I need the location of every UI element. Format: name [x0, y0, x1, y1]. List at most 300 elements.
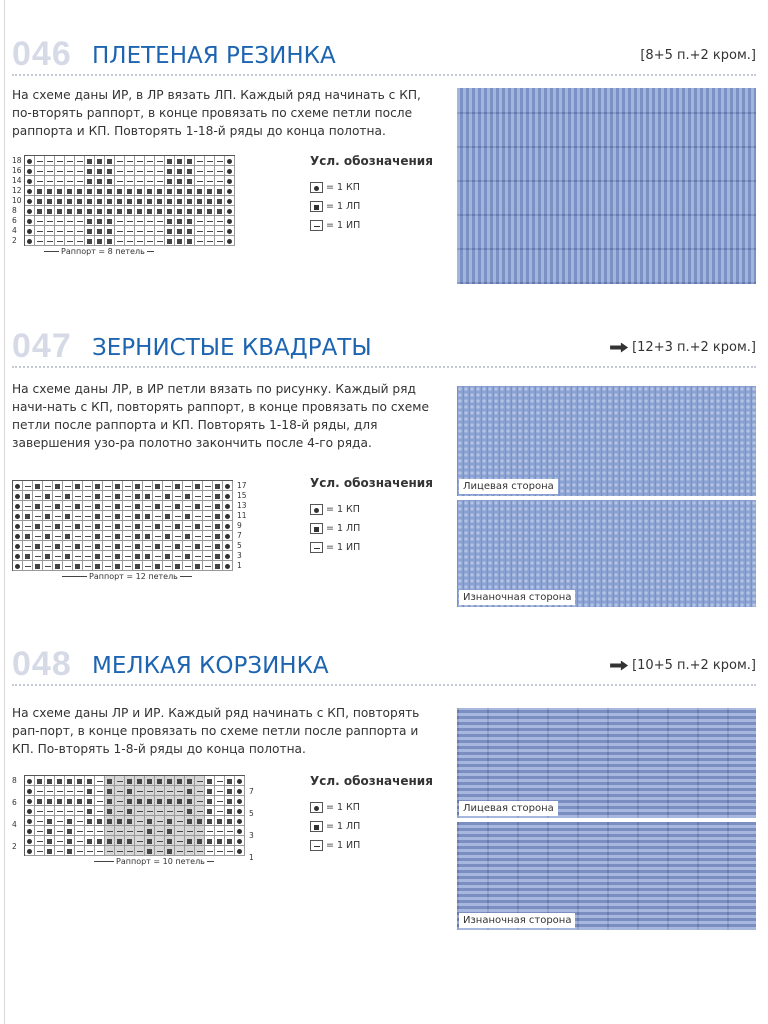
- chart-cell: [145, 836, 155, 846]
- chart-cell: [125, 206, 135, 216]
- chart-cell: [23, 551, 33, 561]
- chart-cell: [13, 551, 23, 561]
- chart-cell: [13, 521, 23, 531]
- chart-cell: [105, 806, 115, 816]
- chart-cell: [145, 786, 155, 796]
- chart-cell: [213, 491, 223, 501]
- chart-cell: [23, 511, 33, 521]
- chart-cell: [35, 816, 45, 826]
- chart-cell: [175, 216, 185, 226]
- chart-cell: [225, 806, 235, 816]
- chart-cell: [155, 216, 165, 226]
- chart-cell: [25, 236, 35, 246]
- chart-cell: [63, 501, 73, 511]
- chart-cell: [95, 806, 105, 816]
- chart-cell: [53, 561, 63, 571]
- pattern-description: На схеме даны ЛР, в ИР петли вязать по рисунку. Каждый ряд начи-нать с КП, повторять раппорт, в конце провязать по схеме петли после раппорта и КП. Повторять 1-18-й ряды, для завершения узо-ра полотно закончить после 4-го ряда.: [12, 382, 429, 450]
- chart-cell: [23, 491, 33, 501]
- chart-cell: [225, 176, 235, 186]
- chart-cell: [25, 176, 35, 186]
- chart-cell: [143, 561, 153, 571]
- chart-cell: [45, 216, 55, 226]
- chart-cell: [145, 176, 155, 186]
- chart-cell: [93, 561, 103, 571]
- chart-cell: [175, 846, 185, 856]
- chart-cell: [113, 481, 123, 491]
- chart-cell: [43, 511, 53, 521]
- chart-cell: [93, 501, 103, 511]
- chart-cell: [195, 836, 205, 846]
- chart-cell: [135, 236, 145, 246]
- chart-cell: [125, 236, 135, 246]
- chart-cell: [45, 796, 55, 806]
- chart-cell: [205, 786, 215, 796]
- chart-cell: [125, 166, 135, 176]
- chart-cell: [95, 196, 105, 206]
- chart-cell: [185, 826, 195, 836]
- chart-cell: [33, 541, 43, 551]
- chart-cell: [115, 226, 125, 236]
- chart-cell: [125, 846, 135, 856]
- chart-cell: [235, 836, 245, 846]
- chart-cell: [125, 806, 135, 816]
- chart-cell: [145, 236, 155, 246]
- chart-cell: [205, 836, 215, 846]
- repeat-formula: [10+5 п.+2 кром.]: [604, 658, 756, 673]
- chart-cell: [205, 776, 215, 786]
- legend-title: Усл. обозначения: [310, 476, 433, 490]
- chart-cell: [175, 796, 185, 806]
- chart-cell: [203, 521, 213, 531]
- legend-item-lp: = 1 ЛП: [310, 817, 440, 836]
- chart-cell: [143, 501, 153, 511]
- chart-cell: [55, 156, 65, 166]
- chart-cell: [35, 236, 45, 246]
- legend-item-kp: = 1 КП: [310, 178, 440, 197]
- chart-cell: [135, 846, 145, 856]
- chart-cell: [205, 176, 215, 186]
- dotted-divider: [12, 366, 756, 368]
- chart-cell: [75, 196, 85, 206]
- chart-cell: [105, 816, 115, 826]
- chart-cell: [123, 561, 133, 571]
- chart-cell: [25, 156, 35, 166]
- chart-cell: [225, 786, 235, 796]
- chart-cell: [103, 491, 113, 501]
- chart-cell: [105, 786, 115, 796]
- chart-cell: [145, 196, 155, 206]
- chart-cell: [193, 541, 203, 551]
- chart-cell: [133, 561, 143, 571]
- photo-label: Изнаночная сторона: [459, 590, 575, 605]
- chart-cell: [135, 156, 145, 166]
- chart-cell: [163, 551, 173, 561]
- chart-cell: [155, 186, 165, 196]
- arrow-right-icon: [610, 661, 628, 671]
- chart-cell: [45, 806, 55, 816]
- chart-cell: [65, 226, 75, 236]
- chart-cell: [185, 186, 195, 196]
- chart-cell: [225, 816, 235, 826]
- chart-cell: [185, 836, 195, 846]
- chart-cell: [43, 551, 53, 561]
- arrow-right-icon: [610, 343, 628, 353]
- chart-cell: [155, 796, 165, 806]
- chart-cell: [13, 501, 23, 511]
- chart-cell: [53, 521, 63, 531]
- chart-cell: [73, 481, 83, 491]
- chart-cell: [163, 481, 173, 491]
- chart-cell: [43, 521, 53, 531]
- pattern-number: 048: [12, 645, 72, 683]
- chart-cell: [225, 186, 235, 196]
- chart-cell: [165, 236, 175, 246]
- chart-cell: [103, 541, 113, 551]
- chart-cell: [93, 551, 103, 561]
- chart-cell: [95, 836, 105, 846]
- chart-cell: [103, 511, 113, 521]
- chart-cell: [185, 786, 195, 796]
- chart-cell: [45, 206, 55, 216]
- pattern-photo-back: [457, 500, 756, 607]
- chart-cell: [143, 551, 153, 561]
- chart-cell: [215, 176, 225, 186]
- lp-symbol-icon: [310, 523, 323, 534]
- chart-cell: [23, 541, 33, 551]
- chart-cell: [115, 846, 125, 856]
- chart-cell: [193, 491, 203, 501]
- chart-cell: [83, 561, 93, 571]
- chart-cell: [65, 796, 75, 806]
- chart-cell: [183, 511, 193, 521]
- chart-cell: [185, 206, 195, 216]
- chart-cell: [115, 806, 125, 816]
- chart-cell: [113, 501, 123, 511]
- chart-cell: [153, 561, 163, 571]
- chart-cell: [93, 491, 103, 501]
- chart-cell: [123, 511, 133, 521]
- row-number: 8: [12, 206, 17, 215]
- chart-cell: [85, 156, 95, 166]
- chart-cell: [55, 826, 65, 836]
- chart-cell: [75, 846, 85, 856]
- chart-cell: [115, 176, 125, 186]
- chart-cell: [185, 776, 195, 786]
- chart-cell: [65, 196, 75, 206]
- chart-cell: [223, 561, 233, 571]
- chart-cell: [23, 561, 33, 571]
- chart-cell: [153, 501, 163, 511]
- chart-cell: [75, 186, 85, 196]
- chart-cell: [95, 846, 105, 856]
- chart-cell: [215, 786, 225, 796]
- pattern-title: МЕЛКАЯ КОРЗИНКА: [92, 653, 329, 679]
- chart-cell: [133, 511, 143, 521]
- chart-cell: [53, 531, 63, 541]
- chart-cell: [203, 541, 213, 551]
- chart-cell: [73, 511, 83, 521]
- chart-cell: [203, 491, 213, 501]
- chart-cell: [183, 521, 193, 531]
- chart-cell: [83, 531, 93, 541]
- chart-cell: [205, 156, 215, 166]
- chart-cell: [235, 806, 245, 816]
- chart-cell: [55, 776, 65, 786]
- legend-item-lp: = 1 ЛП: [310, 519, 440, 538]
- chart-cell: [165, 196, 175, 206]
- chart-cell: [215, 196, 225, 206]
- chart-cell: [105, 186, 115, 196]
- chart-cell: [23, 521, 33, 531]
- chart-cell: [173, 541, 183, 551]
- chart-cell: [155, 206, 165, 216]
- chart-cell: [25, 186, 35, 196]
- chart-cell: [105, 166, 115, 176]
- row-number: 17: [237, 481, 247, 490]
- chart-cell: [35, 156, 45, 166]
- chart-cell: [225, 796, 235, 806]
- chart-cell: [125, 176, 135, 186]
- chart-cell: [125, 826, 135, 836]
- chart-cell: [25, 846, 35, 856]
- chart-cell: [85, 206, 95, 216]
- chart-cell: [163, 511, 173, 521]
- chart-cell: [215, 156, 225, 166]
- chart-cell: [183, 541, 193, 551]
- chart-cell: [55, 226, 65, 236]
- chart-cell: [65, 186, 75, 196]
- chart-cell: [125, 196, 135, 206]
- chart-cell: [225, 226, 235, 236]
- row-number: 1: [249, 853, 254, 862]
- chart-cell: [95, 226, 105, 236]
- chart-cell: [25, 796, 35, 806]
- chart-cell: [43, 501, 53, 511]
- chart-cell: [163, 501, 173, 511]
- chart-cell: [225, 206, 235, 216]
- chart-cell: [195, 806, 205, 816]
- chart-cell: [185, 806, 195, 816]
- chart-cell: [185, 236, 195, 246]
- chart-cell: [53, 551, 63, 561]
- chart-cell: [13, 491, 23, 501]
- chart-cell: [83, 521, 93, 531]
- chart-cell: [225, 776, 235, 786]
- chart-cell: [183, 551, 193, 561]
- kp-symbol-icon: [310, 504, 323, 515]
- chart-cell: [135, 216, 145, 226]
- chart-cell: [115, 826, 125, 836]
- chart-cell: [143, 531, 153, 541]
- chart-cell: [25, 786, 35, 796]
- chart-cell: [53, 491, 63, 501]
- row-number: 8: [12, 776, 17, 785]
- chart-cell: [215, 806, 225, 816]
- chart-cell: [165, 836, 175, 846]
- chart-cell: [225, 236, 235, 246]
- chart-cell: [65, 836, 75, 846]
- chart-cell: [195, 196, 205, 206]
- chart-cell: [35, 206, 45, 216]
- chart-cell: [65, 846, 75, 856]
- chart-cell: [175, 196, 185, 206]
- chart-cell: [115, 236, 125, 246]
- chart-cell: [185, 216, 195, 226]
- chart-cell: [133, 481, 143, 491]
- chart-cell: [205, 186, 215, 196]
- chart-cell: [155, 176, 165, 186]
- chart-cell: [203, 511, 213, 521]
- legend: [310, 154, 440, 235]
- chart-cell: [165, 216, 175, 226]
- chart-cell: [75, 836, 85, 846]
- chart-cell: [93, 541, 103, 551]
- chart-cell: [83, 501, 93, 511]
- chart-cell: [105, 226, 115, 236]
- legend-item-lp: = 1 ЛП: [310, 197, 440, 216]
- legend-title: Усл. обозначения: [310, 774, 433, 788]
- chart-cell: [175, 186, 185, 196]
- chart-cell: [213, 481, 223, 491]
- chart-cell: [175, 816, 185, 826]
- chart-cell: [65, 236, 75, 246]
- chart-cell: [223, 511, 233, 521]
- chart-cell: [63, 521, 73, 531]
- chart-cell: [185, 176, 195, 186]
- chart-cell: [155, 166, 165, 176]
- chart-cell: [173, 561, 183, 571]
- chart-cell: [25, 206, 35, 216]
- chart-cell: [215, 836, 225, 846]
- chart-cell: [165, 796, 175, 806]
- chart-cell: [133, 551, 143, 561]
- chart-cell: [63, 551, 73, 561]
- chart-cell: [125, 226, 135, 236]
- chart-cell: [145, 846, 155, 856]
- chart-cell: [125, 816, 135, 826]
- chart-cell: [195, 176, 205, 186]
- chart-cell: [85, 226, 95, 236]
- chart-cell: [145, 826, 155, 836]
- chart-cell: [73, 541, 83, 551]
- chart-cell: [205, 796, 215, 806]
- chart-cell: [235, 786, 245, 796]
- pattern-title: ПЛЕТЕНАЯ РЕЗИНКА: [92, 43, 336, 69]
- chart-cell: [85, 846, 95, 856]
- chart-cell: [75, 216, 85, 226]
- row-number: 4: [12, 226, 17, 235]
- chart-cell: [183, 481, 193, 491]
- chart-cell: [195, 186, 205, 196]
- chart-cell: [105, 216, 115, 226]
- chart-cell: [63, 511, 73, 521]
- chart-cell: [213, 521, 223, 531]
- chart-cell: [173, 551, 183, 561]
- chart-cell: [55, 206, 65, 216]
- chart-cell: [125, 156, 135, 166]
- chart-cell: [135, 776, 145, 786]
- chart-cell: [115, 206, 125, 216]
- row-number: 1: [237, 561, 242, 570]
- chart-cell: [25, 166, 35, 176]
- chart-cell: [85, 806, 95, 816]
- chart-cell: [45, 826, 55, 836]
- row-number: 3: [237, 551, 242, 560]
- chart-cell: [113, 511, 123, 521]
- chart-cell: [155, 816, 165, 826]
- chart-cell: [95, 176, 105, 186]
- chart-grid: [24, 155, 235, 246]
- chart-cell: [175, 786, 185, 796]
- chart-cell: [115, 166, 125, 176]
- chart-cell: [223, 541, 233, 551]
- chart-cell: [63, 481, 73, 491]
- chart-cell: [143, 511, 153, 521]
- chart-cell: [55, 796, 65, 806]
- chart-cell: [35, 216, 45, 226]
- chart-cell: [185, 796, 195, 806]
- chart-cell: [53, 501, 63, 511]
- lp-symbol-icon: [310, 821, 323, 832]
- legend-item-ip: = 1 ИП: [310, 836, 440, 855]
- legend: [310, 476, 440, 557]
- chart-cell: [133, 491, 143, 501]
- chart-cell: [153, 541, 163, 551]
- chart-cell: [145, 166, 155, 176]
- chart-cell: [155, 156, 165, 166]
- chart-cell: [195, 166, 205, 176]
- chart-cell: [165, 846, 175, 856]
- kp-symbol-icon: [310, 802, 323, 813]
- chart-cell: [143, 481, 153, 491]
- chart-cell: [143, 491, 153, 501]
- chart-cell: [205, 196, 215, 206]
- chart-cell: [105, 776, 115, 786]
- chart-cell: [83, 481, 93, 491]
- chart-cell: [85, 776, 95, 786]
- chart-cell: [143, 541, 153, 551]
- row-number: 6: [12, 216, 17, 225]
- pattern-description: На схеме даны ЛР и ИР. Каждый ряд начинать с КП, повторять рап-порт, в конце провязать по схеме петли после раппорта и КП. По-вторять 1-8-й ряды до конца полотна.: [12, 706, 420, 756]
- chart-cell: [35, 806, 45, 816]
- chart-cell: [155, 836, 165, 846]
- chart-cell: [65, 776, 75, 786]
- chart-cell: [95, 206, 105, 216]
- chart-cell: [175, 176, 185, 186]
- chart-cell: [165, 166, 175, 176]
- chart-cell: [83, 491, 93, 501]
- chart-cell: [105, 826, 115, 836]
- chart-cell: [115, 786, 125, 796]
- chart-cell: [223, 501, 233, 511]
- chart-cell: [13, 531, 23, 541]
- chart-cell: [135, 176, 145, 186]
- chart-cell: [105, 156, 115, 166]
- chart-cell: [83, 551, 93, 561]
- chart-cell: [45, 816, 55, 826]
- chart-cell: [75, 226, 85, 236]
- chart-cell: [145, 776, 155, 786]
- chart-cell: [135, 226, 145, 236]
- chart-cell: [175, 826, 185, 836]
- chart-cell: [163, 521, 173, 531]
- row-number: 5: [249, 809, 254, 818]
- chart-cell: [105, 196, 115, 206]
- chart-cell: [215, 206, 225, 216]
- chart-cell: [83, 541, 93, 551]
- chart-cell: [135, 206, 145, 216]
- chart-cell: [33, 481, 43, 491]
